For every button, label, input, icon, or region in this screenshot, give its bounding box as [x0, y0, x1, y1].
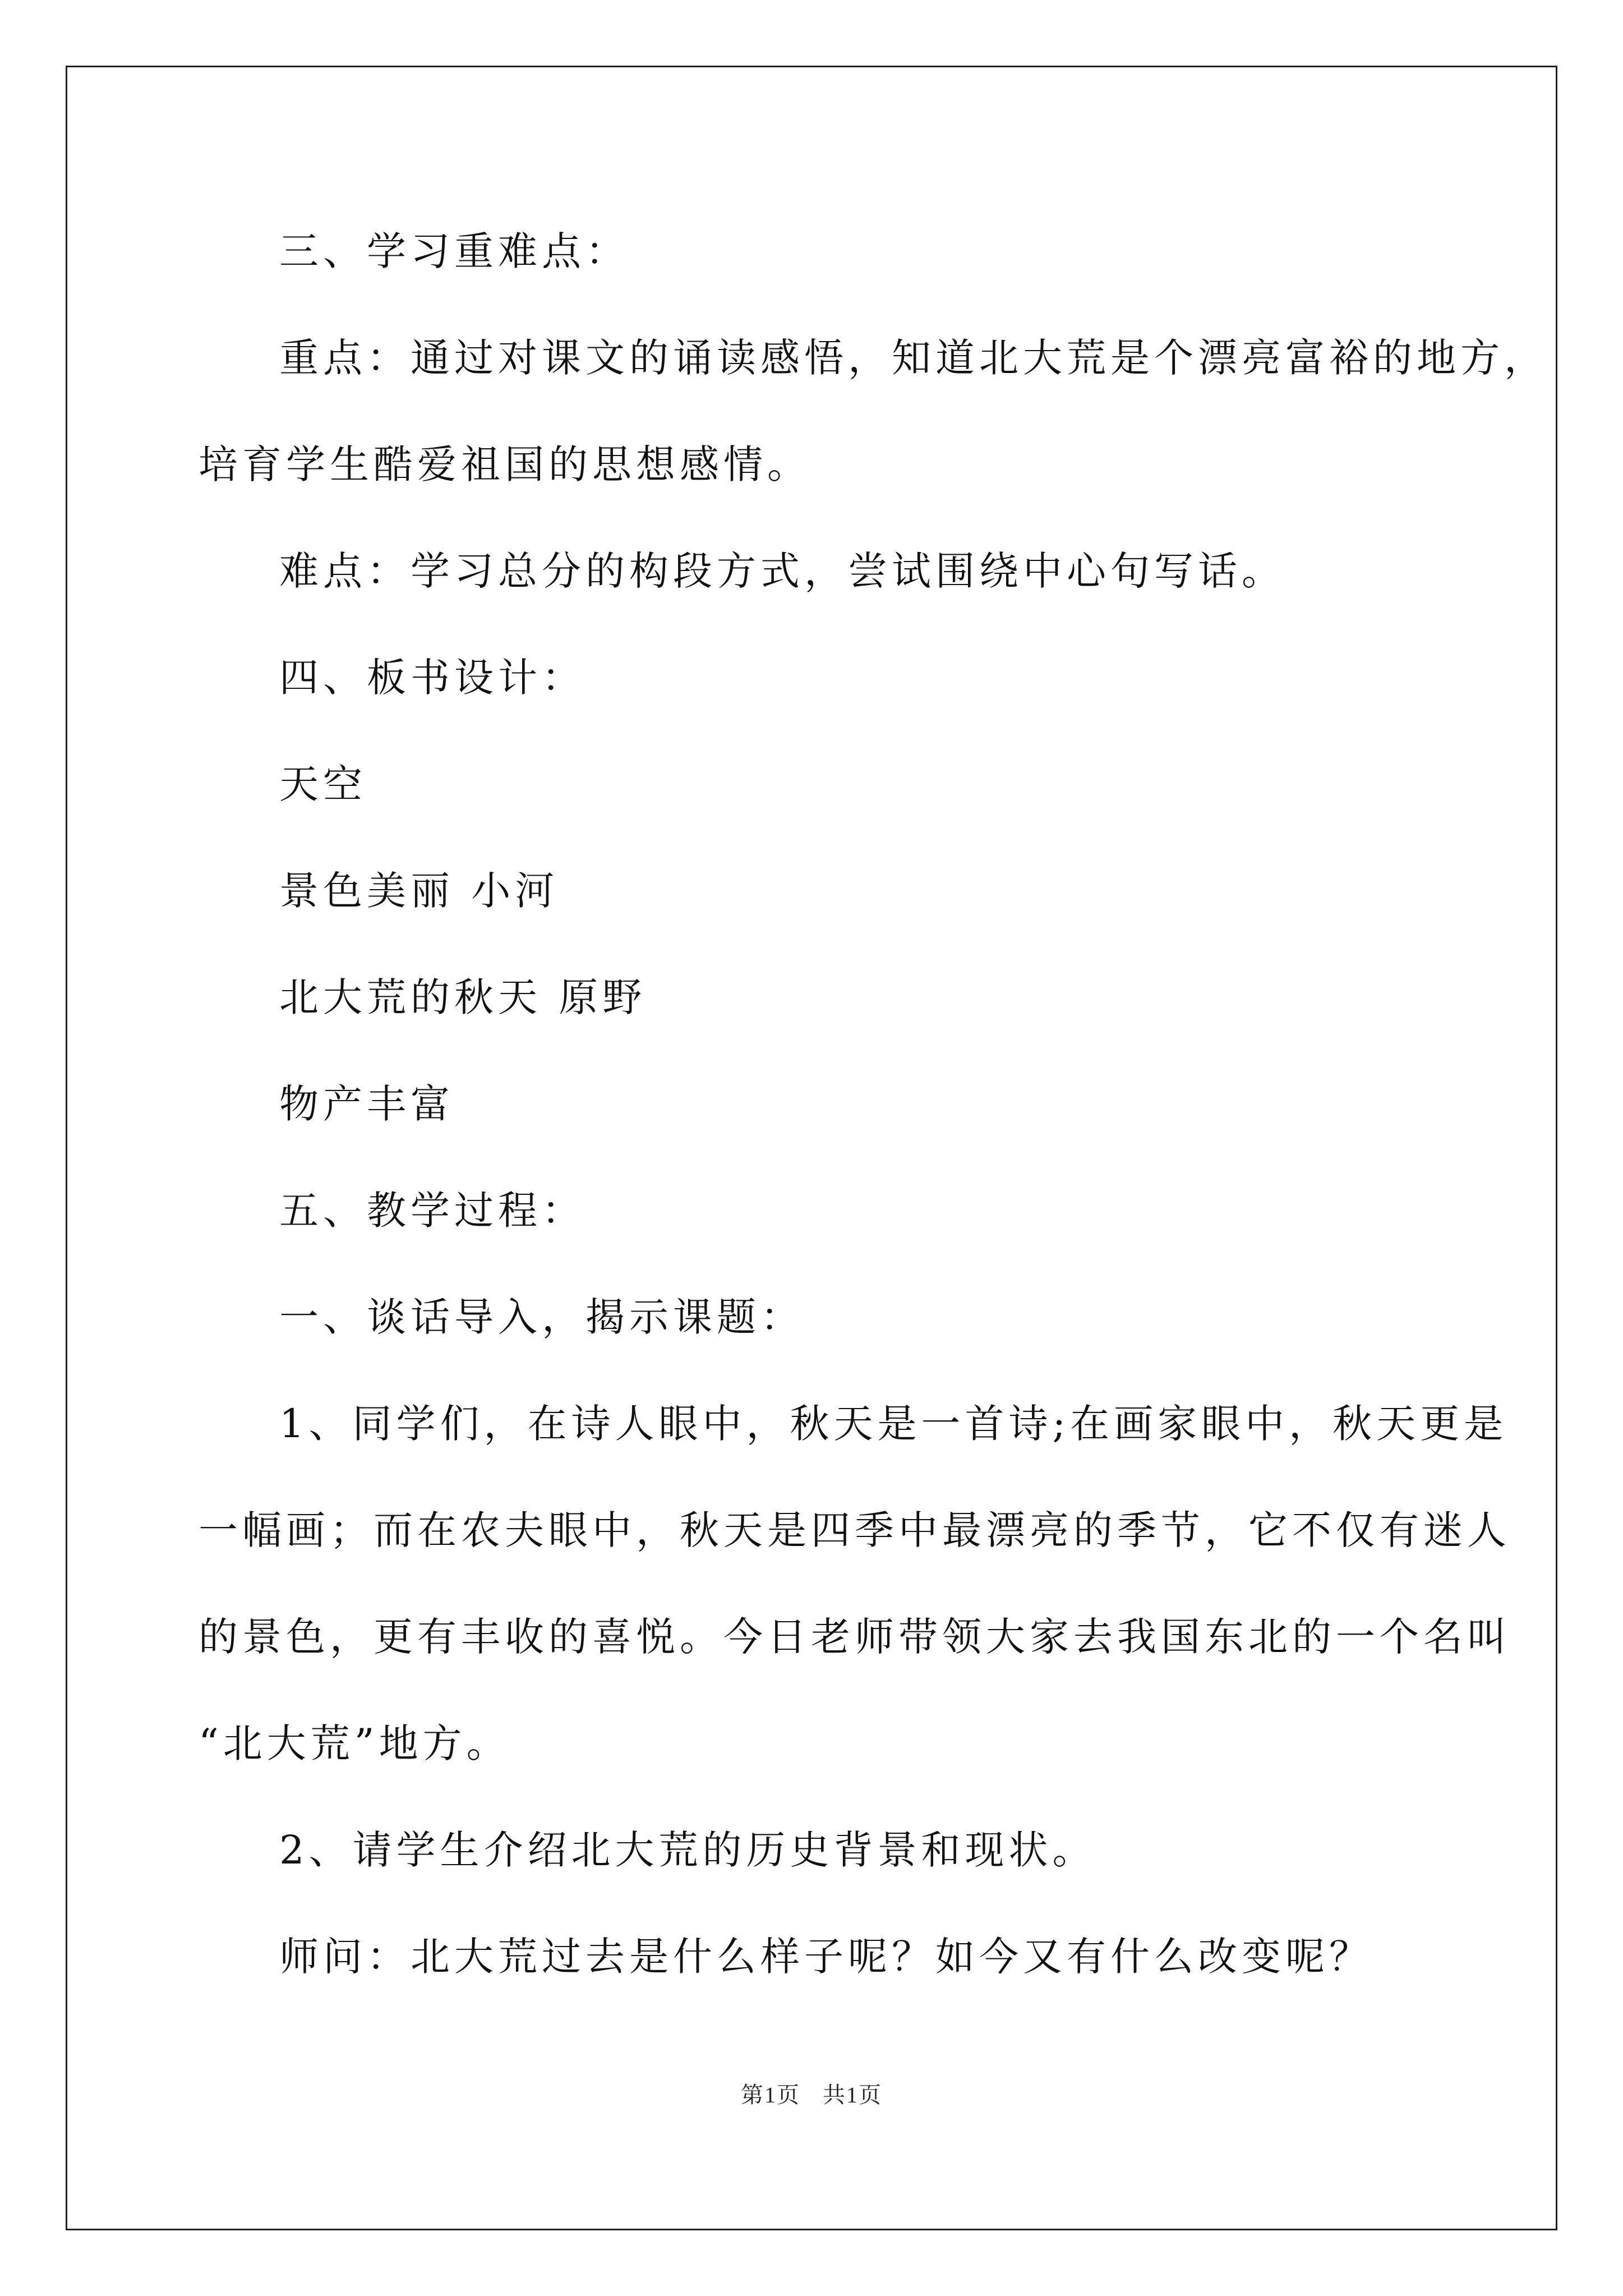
- page-number-total: 共1页: [823, 2082, 882, 2108]
- board-item-autumn: 北大荒的秋天 原野: [279, 974, 647, 1020]
- step-1-line-2: 一幅画；而在农夫眼中，秋天是四季中最漂亮的季节，它不仅有迷人: [199, 1507, 1511, 1553]
- section-heading-5: 五、教学过程：: [279, 1188, 585, 1234]
- step-2-line: 2、请学生介绍北大荒的历史背景和现状。: [279, 1827, 1096, 1873]
- step-1-line-4: “北大荒”地方。: [199, 1720, 510, 1766]
- step-heading-1: 一、谈话导入，揭示课题：: [279, 1294, 804, 1340]
- section-heading-3: 三、学习重难点：: [279, 228, 629, 274]
- page-border: [66, 66, 1557, 2230]
- key-point-line-cont: 培育学生酷爱祖国的思想感情。: [199, 441, 811, 487]
- teacher-question-line: 师问：北大荒过去是什么样子呢？如今又有什么改变呢？: [279, 1934, 1373, 1980]
- step-1-line-1: 1、同学们，在诗人眼中，秋天是一首诗;在画家眼中，秋天更是: [279, 1401, 1508, 1447]
- key-point-line: 重点：通过对课文的诵读感悟，知道北大荒是个漂亮富裕的地方，: [279, 335, 1548, 381]
- board-item-sky: 天空: [279, 761, 367, 807]
- difficulty-line: 难点：学习总分的构段方式，尝试围绕中心句写话。: [279, 548, 1285, 594]
- page-footer: [0, 2083, 1623, 2108]
- page-number-current: 第1页: [741, 2082, 800, 2108]
- board-item-scenery: 景色美丽 小河: [279, 868, 559, 914]
- board-item-products: 物产丰富: [279, 1081, 454, 1127]
- section-heading-4: 四、板书设计：: [279, 655, 585, 701]
- step-1-line-3: 的景色，更有丰收的喜悦。今日老师带领大家去我国东北的一个名叫: [199, 1614, 1511, 1660]
